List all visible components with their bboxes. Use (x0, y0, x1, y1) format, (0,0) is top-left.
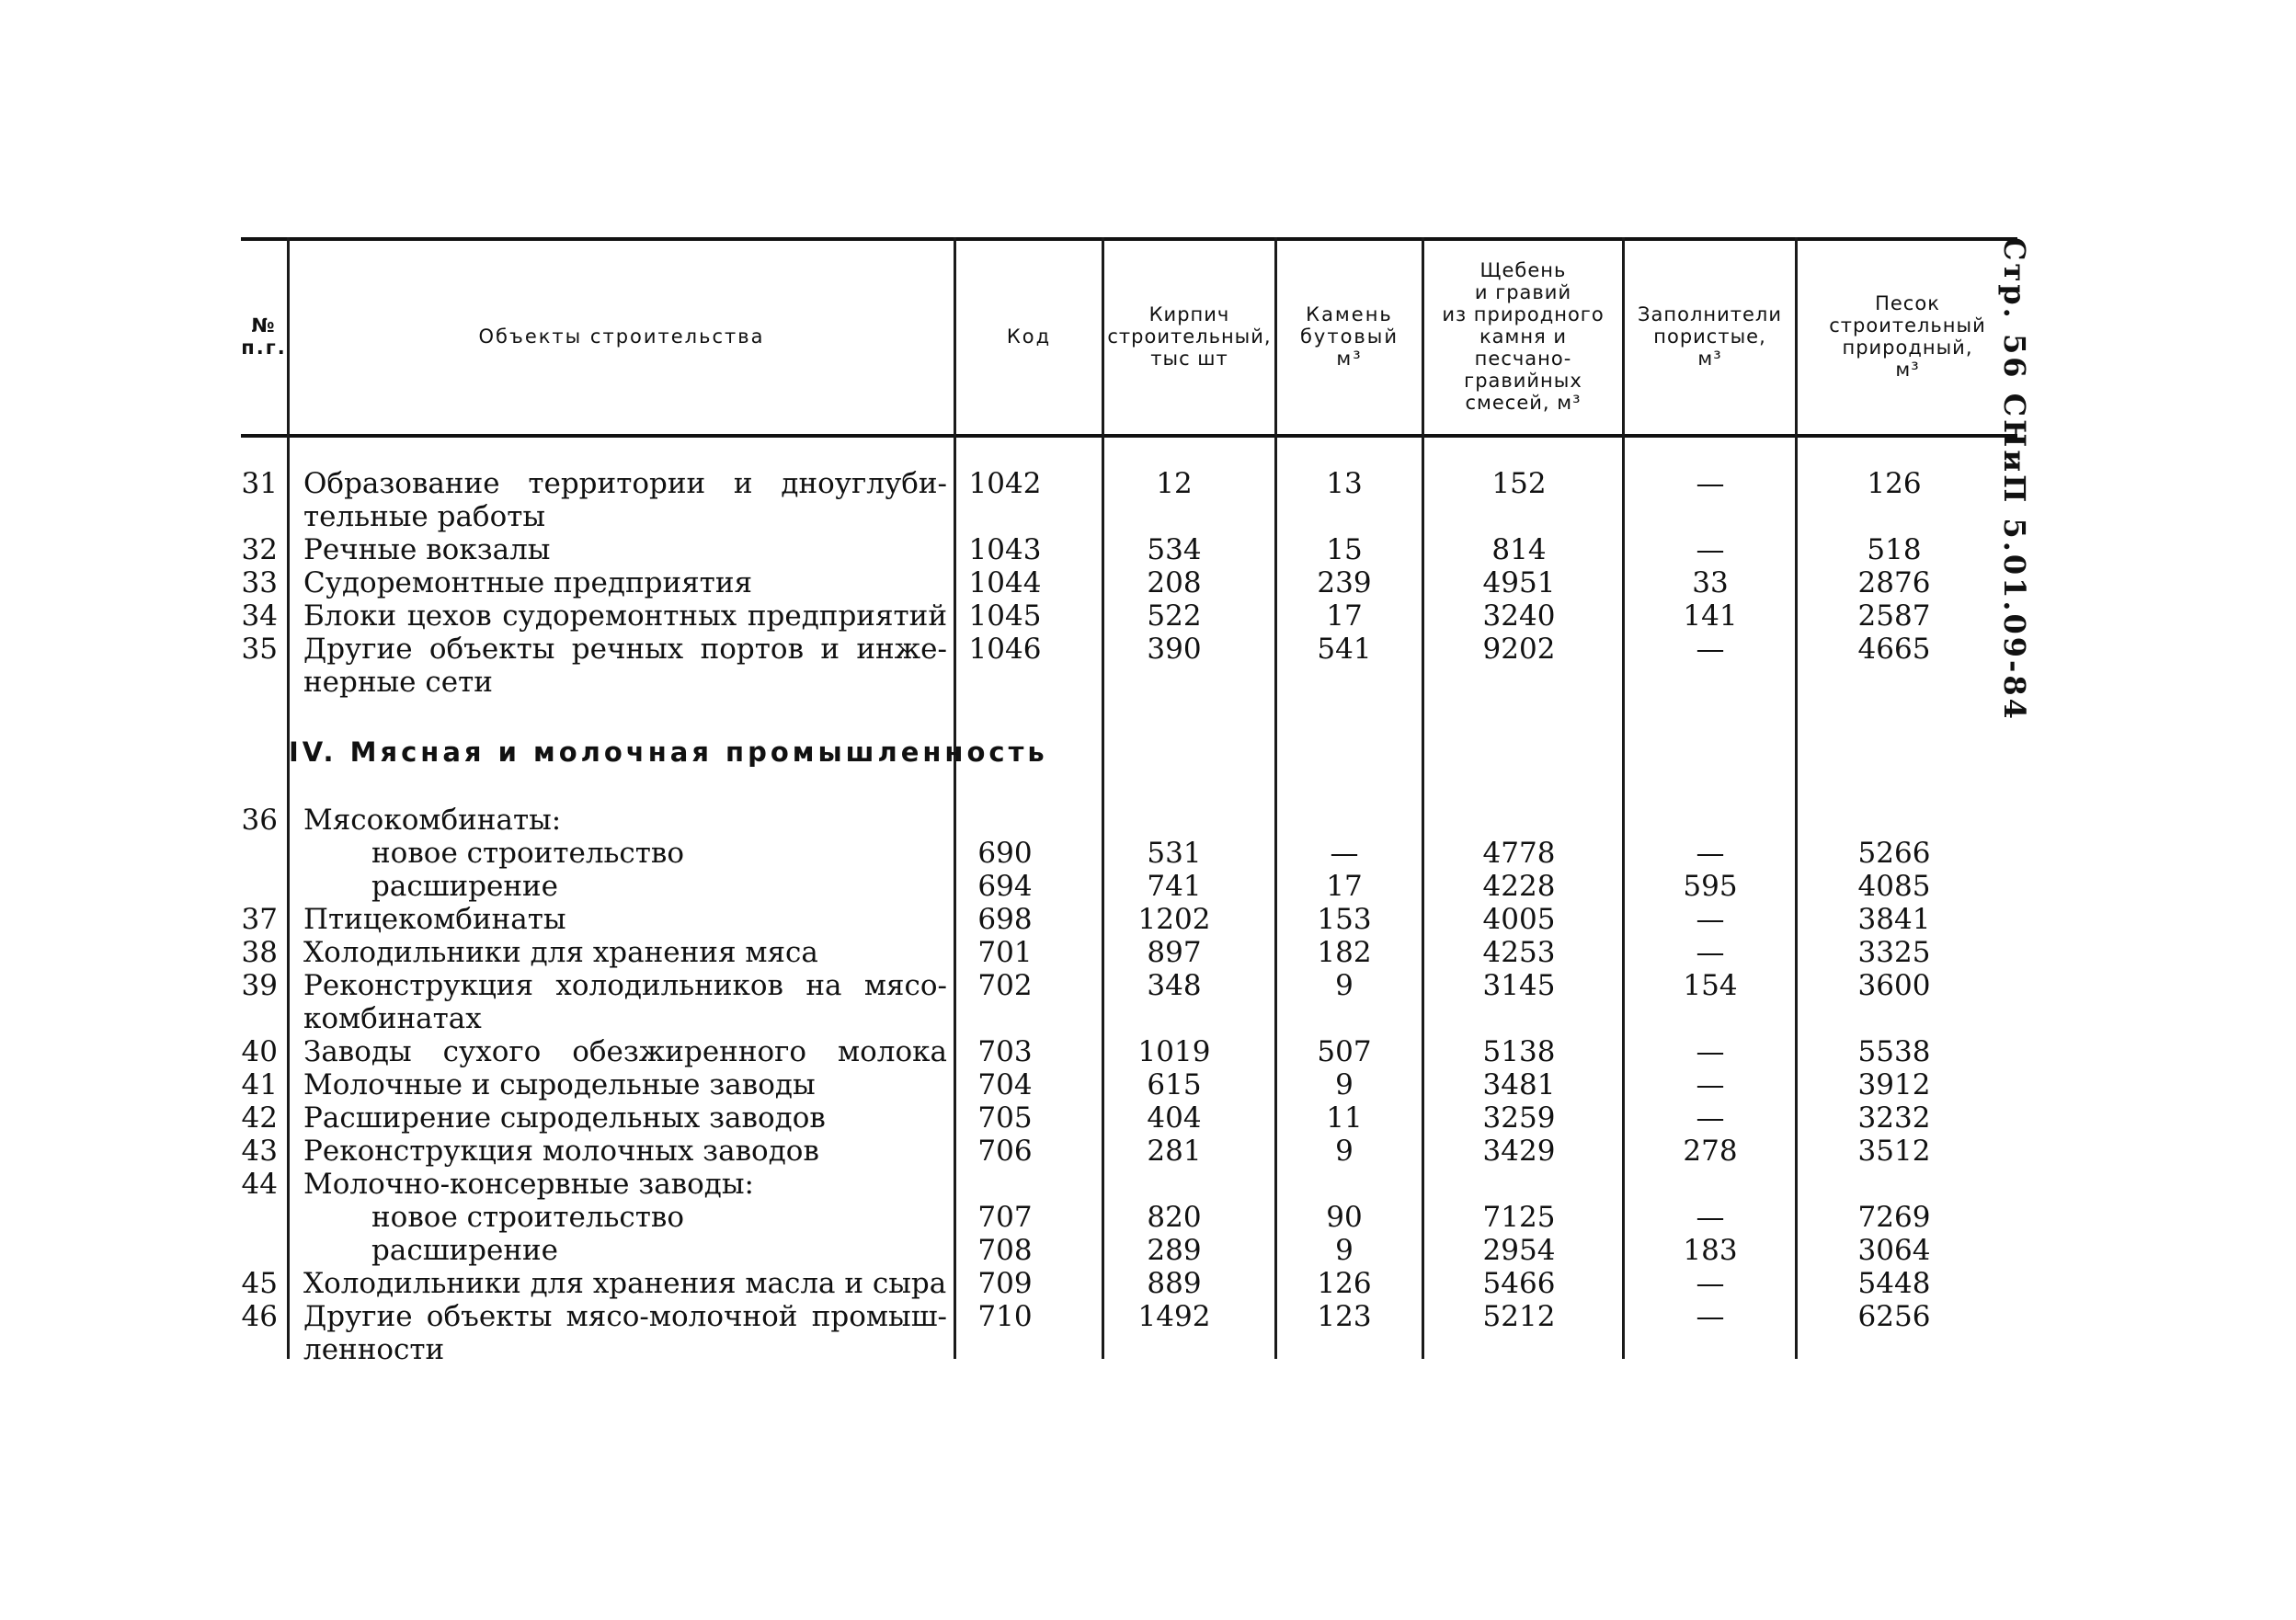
table-row (241, 1101, 2017, 1135)
row-name: новое строительство (371, 837, 685, 870)
row-gravel: 5138 (1482, 1035, 1556, 1068)
row-filler: — (1696, 903, 1725, 936)
row-stone: 123 (1317, 1300, 1372, 1333)
row-code: 705 (977, 1101, 1033, 1135)
row-filler: — (1696, 533, 1725, 566)
row-gravel: 5466 (1482, 1267, 1556, 1300)
header-brick: Кирпич строительный, тыс шт (1107, 303, 1272, 370)
row-gravel: 3145 (1482, 969, 1556, 1002)
side-running-title (1986, 237, 2041, 722)
page-reference: Стр. 56 СНиП 5.01.09-84 (1997, 237, 2032, 722)
row-filler: 141 (1683, 599, 1738, 633)
row-name: Другие объекты мясо-молочной промыш- (303, 1300, 947, 1333)
row-sand: 5538 (1857, 1035, 1931, 1068)
table-row (241, 903, 2017, 936)
row-code: 1045 (968, 599, 1042, 633)
row-code: 709 (977, 1267, 1033, 1300)
table-row (241, 599, 2017, 633)
row-name: Заводы сухого обезжиренного молока (303, 1035, 947, 1068)
table-row (241, 1068, 2017, 1101)
row-name: Птицекомбинаты (303, 903, 566, 936)
row-name: Речные вокзалы (303, 533, 551, 566)
row-name: ленности (303, 1333, 445, 1366)
header-gravel: Щебень и гравий из природного камня и песчано- гравийных смесей, м³ (1442, 259, 1605, 414)
row-number: 44 (241, 1168, 278, 1201)
row-name: Судоремонтные предприятия (303, 566, 753, 599)
table-row (241, 1135, 2017, 1168)
row-name: комбинатах (303, 1002, 482, 1035)
row-brick: 1019 (1137, 1035, 1211, 1068)
row-code: 698 (977, 903, 1033, 936)
row-sand: 3325 (1857, 936, 1931, 969)
row-name: Реконструкция холодильников на мясо- (303, 969, 947, 1002)
row-sand: 4085 (1857, 870, 1931, 903)
table-row (241, 1035, 2017, 1068)
row-sand: 3600 (1857, 969, 1931, 1002)
row-brick: 534 (1147, 533, 1202, 566)
row-stone: 9 (1335, 1135, 1354, 1168)
row-brick: 741 (1147, 870, 1202, 903)
row-filler: — (1696, 936, 1725, 969)
row-filler: — (1696, 837, 1725, 870)
row-number: 46 (241, 1300, 278, 1333)
row-sand: 5266 (1857, 837, 1931, 870)
row-number: 42 (241, 1101, 278, 1135)
row-sand: 5448 (1857, 1267, 1931, 1300)
row-filler: — (1696, 633, 1725, 666)
row-name: расширение (371, 870, 559, 903)
row-filler: — (1696, 1101, 1725, 1135)
row-name: Реконструкция молочных заводов (303, 1135, 819, 1168)
row-filler: — (1696, 1201, 1725, 1234)
row-code: 707 (977, 1201, 1033, 1234)
table-row (241, 1002, 2017, 1035)
row-sand: 2587 (1857, 599, 1931, 633)
table-row (241, 533, 2017, 566)
table-row (241, 467, 2017, 500)
row-number: 38 (241, 936, 278, 969)
row-sand: 126 (1867, 467, 1922, 500)
row-filler: 595 (1683, 870, 1738, 903)
row-sand: 3064 (1857, 1234, 1931, 1267)
row-sand: 2876 (1857, 566, 1931, 599)
table-row (241, 837, 2017, 870)
row-code: 704 (977, 1068, 1033, 1101)
section-heading-row (241, 736, 2017, 769)
row-stone: 90 (1326, 1201, 1363, 1234)
header-code: Код (1006, 325, 1052, 348)
table-row (241, 804, 2017, 837)
row-number: 40 (241, 1035, 278, 1068)
row-code: 702 (977, 969, 1033, 1002)
table-row (241, 1168, 2017, 1201)
table-top-rule (241, 237, 2017, 241)
row-brick: 348 (1147, 969, 1202, 1002)
table-row (241, 936, 2017, 969)
row-gravel: 3429 (1482, 1135, 1556, 1168)
row-gravel: 3240 (1482, 599, 1556, 633)
header-name: Объекты строительства (478, 325, 765, 348)
row-gravel: 4005 (1482, 903, 1556, 936)
row-gravel: 4951 (1482, 566, 1556, 599)
row-gravel: 4228 (1482, 870, 1556, 903)
row-filler: 154 (1683, 969, 1738, 1002)
row-sand: 518 (1867, 533, 1922, 566)
row-stone: 126 (1317, 1267, 1372, 1300)
row-name: тельные работы (303, 500, 546, 533)
row-filler: — (1696, 1035, 1725, 1068)
row-stone: 9 (1335, 1234, 1354, 1267)
table-row (241, 633, 2017, 666)
row-brick: 1202 (1137, 903, 1211, 936)
row-code: 701 (977, 936, 1033, 969)
row-gravel: 814 (1491, 533, 1547, 566)
row-number: 32 (241, 533, 278, 566)
table-row (241, 969, 2017, 1002)
table-row (241, 1201, 2017, 1234)
row-filler: 278 (1683, 1135, 1738, 1168)
row-number: 43 (241, 1135, 278, 1168)
header-sand: Песок строительный природный, м³ (1829, 292, 1986, 381)
row-code: 1046 (968, 633, 1042, 666)
table-row (241, 1300, 2017, 1333)
materials-table (241, 237, 2017, 1366)
row-sand: 3232 (1857, 1101, 1931, 1135)
row-name: Расширение сыродельных заводов (303, 1101, 826, 1135)
row-gravel: 2954 (1482, 1234, 1556, 1267)
table-row (241, 1234, 2017, 1267)
row-code: 706 (977, 1135, 1033, 1168)
row-brick: 208 (1147, 566, 1202, 599)
row-brick: 531 (1147, 837, 1202, 870)
header-stone: Камень бутовый м³ (1299, 303, 1399, 370)
row-number: 33 (241, 566, 278, 599)
row-brick: 404 (1147, 1101, 1202, 1135)
row-brick: 615 (1147, 1068, 1202, 1101)
row-filler: — (1696, 1068, 1725, 1101)
row-sand: 4665 (1857, 633, 1931, 666)
row-brick: 522 (1147, 599, 1202, 633)
row-stone: 15 (1326, 533, 1363, 566)
row-brick: 897 (1147, 936, 1202, 969)
row-stone: 182 (1317, 936, 1372, 969)
row-code: 1042 (968, 467, 1042, 500)
row-gravel: 5212 (1482, 1300, 1556, 1333)
row-code: 694 (977, 870, 1033, 903)
header-no: № п.г. (241, 314, 287, 359)
row-stone: 507 (1317, 1035, 1372, 1068)
row-name: Молочные и сыродельные заводы (303, 1068, 816, 1101)
row-brick: 390 (1147, 633, 1202, 666)
row-gravel: 9202 (1482, 633, 1556, 666)
row-name: Холодильники для хранения мяса (303, 936, 818, 969)
row-number: 37 (241, 903, 278, 936)
row-number: 41 (241, 1068, 278, 1101)
row-gravel: 152 (1491, 467, 1547, 500)
row-sand: 3912 (1857, 1068, 1931, 1101)
row-filler: 183 (1683, 1234, 1738, 1267)
row-code: 1043 (968, 533, 1042, 566)
row-stone: 11 (1326, 1101, 1363, 1135)
row-stone: 9 (1335, 1068, 1354, 1101)
row-name: Блоки цехов судоремонтных предприятий (303, 599, 947, 633)
row-code: 708 (977, 1234, 1033, 1267)
row-number: 39 (241, 969, 278, 1002)
row-stone: 17 (1326, 870, 1363, 903)
row-filler: — (1696, 1267, 1725, 1300)
row-name: Молочно-консервные заводы: (303, 1168, 755, 1201)
row-name: нерные сети (303, 666, 493, 699)
row-sand: 6256 (1857, 1300, 1931, 1333)
row-stone: 9 (1335, 969, 1354, 1002)
row-brick: 889 (1147, 1267, 1202, 1300)
row-code: 690 (977, 837, 1033, 870)
table-row (241, 1333, 2017, 1366)
row-filler: — (1696, 1300, 1725, 1333)
header-bottom-rule (241, 434, 2017, 438)
table-row (241, 870, 2017, 903)
row-number: 45 (241, 1267, 278, 1300)
row-filler: — (1696, 467, 1725, 500)
row-stone: 541 (1317, 633, 1372, 666)
row-code: 703 (977, 1035, 1033, 1068)
section-title: IV. Мясная и молочная промышленность (289, 736, 1048, 768)
table-row (241, 566, 2017, 599)
row-name: новое строительство (371, 1201, 685, 1234)
row-sand: 3841 (1857, 903, 1931, 936)
row-brick: 12 (1156, 467, 1193, 500)
row-name: Другие объекты речных портов и инже- (303, 633, 947, 666)
header-filler: Заполнители пористые, м³ (1638, 303, 1782, 370)
row-sand: 7269 (1857, 1201, 1931, 1234)
row-stone: 239 (1317, 566, 1372, 599)
row-gravel: 3481 (1482, 1068, 1556, 1101)
row-stone: 13 (1326, 467, 1363, 500)
row-gravel: 4253 (1482, 936, 1556, 969)
table-row (241, 1267, 2017, 1300)
row-code: 710 (977, 1300, 1033, 1333)
row-sand: 3512 (1857, 1135, 1931, 1168)
row-name: Мясокомбинаты: (303, 804, 562, 837)
row-number: 35 (241, 633, 278, 666)
row-number: 36 (241, 804, 278, 837)
row-gravel: 4778 (1482, 837, 1556, 870)
row-brick: 289 (1147, 1234, 1202, 1267)
row-number: 31 (241, 467, 278, 500)
row-brick: 820 (1147, 1201, 1202, 1234)
row-number: 34 (241, 599, 278, 633)
row-brick: 1492 (1137, 1300, 1211, 1333)
row-stone: — (1330, 837, 1359, 870)
row-gravel: 3259 (1482, 1101, 1556, 1135)
table-row (241, 666, 2017, 699)
row-name: Образование территории и дноуглуби- (303, 467, 947, 500)
row-filler: 33 (1692, 566, 1729, 599)
row-brick: 281 (1147, 1135, 1202, 1168)
row-stone: 153 (1317, 903, 1372, 936)
row-gravel: 7125 (1482, 1201, 1556, 1234)
table-row (241, 500, 2017, 533)
row-name: Холодильники для хранения масла и сыра (303, 1267, 947, 1300)
row-name: расширение (371, 1234, 559, 1267)
row-code: 1044 (968, 566, 1042, 599)
row-stone: 17 (1326, 599, 1363, 633)
